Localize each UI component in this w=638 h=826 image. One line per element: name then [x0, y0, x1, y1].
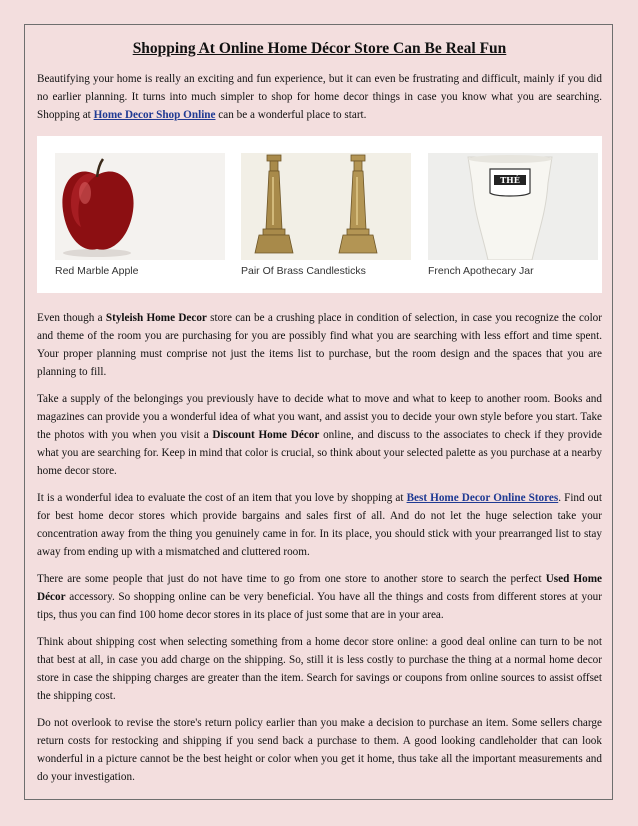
para-text: online, and discuss to the associates to check if they provide what you are searching for. Keep in mind that color is crucial, so think about your selected palette as you purchase at a nearby home decor store. — [37, 429, 602, 477]
paragraph-styleish — [37, 309, 602, 381]
product-image-strip — [37, 136, 602, 293]
best-home-decor-online-stores-link[interactable]: Best Home Decor Online Stores — [406, 492, 559, 504]
bold-keyword: Styleish Home Decor — [105, 312, 207, 324]
paragraph-discount — [37, 390, 602, 480]
jar-image — [428, 153, 598, 260]
bold-keyword: Discount Home Décor — [212, 429, 320, 441]
paragraph-best-stores — [37, 489, 602, 561]
jar-label-text: THÉ — [500, 175, 520, 185]
home-decor-shop-online-link[interactable]: Home Decor Shop Online — [93, 109, 216, 121]
para-text: store can be a crushing place in condition of selection, in case you recognize the color and theme of the room you are purchasing for you are possibly find what you are searching with less effort and time spent. Your proper planning must comprise not just the items list to purchase, but the room design and the spaces that you are planning to fill. — [37, 312, 602, 378]
paragraph-used-decor — [37, 570, 602, 624]
product-label: French Apothecary Jar — [428, 265, 534, 277]
para-text: There are some people that just do not have time to go from one store to another store to search the perfect — [37, 573, 546, 585]
para-text: Take a supply of the belongings you previously have to decide what to move and what to keep to another room. Books and magazines can provide you a wonderful idea of what you want, and assist you to decide your own style before you start. Take the photos with you when you visit a — [37, 393, 602, 441]
article — [37, 40, 602, 795]
bold-keyword: Used Home Décor — [37, 573, 603, 603]
paragraph-return-policy: Do not overlook to revise the store's return policy earlier than you make a decision to purchase an item. Some sellers charge return costs for restocking and shipping if you send back a purchase to them. A good looking candleholder that can look wonderful in a picture cannot be the best height or color when you get it home, thus take all the important measurements and do your investigation. — [37, 717, 602, 783]
para-text: It is a wonderful idea to evaluate the cost of an item that you love by shopping at — [37, 492, 407, 504]
intro-text: Beautifying your home is really an exciting and fun experience, but it can even be frustrating and difficult, mainly if you did no earlier planning. It turns into much simpler to shop for home decor things in case you know what you are searching. Shopping at — [37, 73, 602, 121]
paragraph-shipping: Think about shipping cost when selecting something from a home decor store online: a good deal online can turn to be not that best at all, in case you add charge on the shipping. So, still it is less costly to purchase the thing at a normal home decor store in case the shipping charges are greater than the item. Search for savings or coupons from online sources to assist offset the shipping cost. — [37, 636, 602, 702]
product-card[interactable] — [428, 153, 598, 283]
apple-image — [55, 153, 225, 260]
product-card[interactable] — [241, 153, 411, 283]
product-label: Red Marble Apple — [55, 265, 139, 277]
page-title: Shopping At Online Home Décor Store Can Be Real Fun — [132, 40, 507, 57]
product-card[interactable] — [55, 153, 225, 283]
product-label: Pair Of Brass Candlesticks — [241, 265, 366, 277]
para-text: . Find out for best home decor stores which provide bargains and sales first of all. And do not let the huge selection take your concentration away from the thing you genuinely came in for. In its place, you should stick with your prearranged list to stay away from ending up with a mismatched and cluttered room. — [37, 492, 602, 558]
intro-text-end: can be a wonderful place to start. — [215, 109, 367, 121]
para-text: Even though a — [37, 312, 106, 324]
para-text: accessory. So shopping online can be very beneficial. You have all the things and costs from different stores at your tips, thus you can find 100 home decor stores in its place of just some that are in your area. — [37, 591, 602, 621]
intro-paragraph — [37, 70, 602, 124]
candlesticks-image — [241, 153, 411, 260]
